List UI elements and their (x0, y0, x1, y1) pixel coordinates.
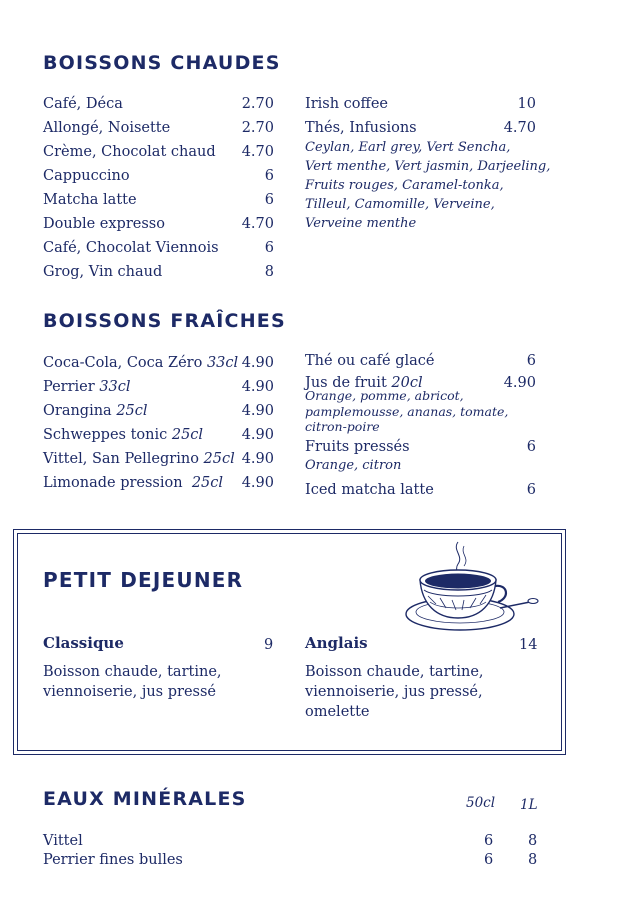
tea-desc-line: Fruits rouges, Caramel-tonka, (305, 178, 504, 193)
item-name: Iced matcha latte (305, 482, 434, 498)
item-name: Grog, Vin chaud (43, 264, 163, 280)
item-price: 4.90 (503, 375, 536, 391)
breakfast-english-description (305, 662, 515, 722)
item-size: 25cl (171, 427, 204, 443)
item-price: 4.70 (241, 216, 274, 232)
item-name: Fruits pressés (305, 439, 410, 455)
item-price: 4.90 (241, 475, 274, 491)
section-title-breakfast: PETIT DEJEUNER (43, 568, 244, 592)
item-price: 4.90 (241, 451, 274, 467)
water-name: Perrier fines bulles (43, 852, 183, 868)
item-price: 4.90 (241, 403, 274, 419)
tea-desc-line: Vert menthe, Vert jasmin, Darjeeling, (305, 159, 551, 174)
item-price: 4.70 (503, 120, 536, 136)
breakfast-classic-description (43, 662, 253, 702)
item-price: 2.70 (241, 96, 274, 112)
item-price: 10 (517, 96, 536, 112)
description-line: Boisson chaude, tartine, (43, 664, 222, 680)
tea-desc-line: Ceylan, Earl grey, Vert Sencha, (305, 140, 511, 155)
item-name: Double expresso (43, 216, 165, 232)
juice-desc-line: pamplemousse, ananas, tomate, (305, 403, 509, 419)
item-size: 33cl (99, 379, 131, 395)
item-price: 6 (526, 439, 536, 455)
item-name: Schweppes tonic (43, 427, 172, 443)
pressed-description: Orange, citron (305, 458, 402, 473)
item-name: Thé ou café glacé (305, 353, 435, 369)
item-name: Coca-Cola, Coca Zéro (43, 355, 207, 371)
item-name: Crème, Chocolat chaud (43, 144, 216, 160)
item-name: Cappuccino (43, 168, 130, 184)
item-name: Café, Chocolat Viennois (43, 240, 219, 256)
breakfast-classic-title: Classique (43, 634, 124, 652)
water-price-50cl: 6 (484, 833, 494, 849)
description-line: omelette (305, 704, 370, 720)
water-price-1l: 8 (528, 833, 538, 849)
item-size: 25cl (191, 475, 224, 491)
item-price: 4.90 (241, 355, 274, 371)
item-name: Allongé, Noisette (43, 120, 171, 136)
juice-desc-line: Orange, pomme, abricot, (305, 388, 464, 403)
item-price: 6 (526, 482, 536, 498)
item-price: 2.70 (241, 120, 274, 136)
item-size: 25cl (203, 451, 235, 467)
breakfast-english-price: 14 (519, 637, 538, 653)
juice-description (305, 388, 508, 435)
item-name: Limonade pression (43, 475, 192, 491)
water-price-1l: 8 (528, 852, 538, 868)
item-name: Perrier (43, 379, 100, 395)
item-price: 6 (264, 168, 274, 184)
item-price: 6 (264, 192, 274, 208)
breakfast-classic-price: 9 (264, 637, 274, 653)
water-col-header-50cl: 50cl (466, 795, 496, 811)
description-line: viennoiserie, jus pressé, (305, 684, 483, 700)
juice-desc-line: citron-poire (305, 419, 380, 434)
section-title-hot-drinks: BOISSONS CHAUDES (43, 52, 281, 74)
item-name: Vittel, San Pellegrino (43, 451, 204, 467)
tea-desc-line: Verveine menthe (305, 216, 417, 231)
item-name: Orangina (43, 403, 117, 419)
section-title-mineral-water: EAUX MINÉRALES (43, 788, 247, 810)
water-price-50cl: 6 (484, 852, 494, 868)
breakfast-english-title: Anglais (305, 634, 368, 652)
item-name: Thés, Infusions (305, 120, 417, 136)
item-price: 6 (264, 240, 274, 256)
section-title-cold-drinks: BOISSONS FRAÎCHES (43, 310, 286, 332)
item-size: 20cl (391, 375, 423, 391)
item-price: 6 (526, 353, 536, 369)
description-line: Boisson chaude, tartine, (305, 664, 484, 680)
item-price: 4.90 (241, 427, 274, 443)
water-col-header-1l: 1L (520, 797, 538, 813)
item-price: 4.90 (241, 379, 274, 395)
item-name: Café, Déca (43, 96, 123, 112)
item-name: Matcha latte (43, 192, 137, 208)
tea-description (305, 138, 550, 233)
coffee-cup-illustration-icon (400, 538, 540, 638)
water-name: Vittel (43, 833, 83, 849)
item-price: 4.70 (241, 144, 274, 160)
item-size: 25cl (116, 403, 148, 419)
item-name: Jus de fruit (305, 375, 392, 391)
item-name: Irish coffee (305, 96, 388, 112)
item-price: 8 (264, 264, 274, 280)
item-size: 33cl (206, 355, 239, 371)
tea-desc-line: Tilleul, Camomille, Verveine, (305, 197, 495, 212)
description-line: viennoiserie, jus pressé (43, 684, 216, 700)
